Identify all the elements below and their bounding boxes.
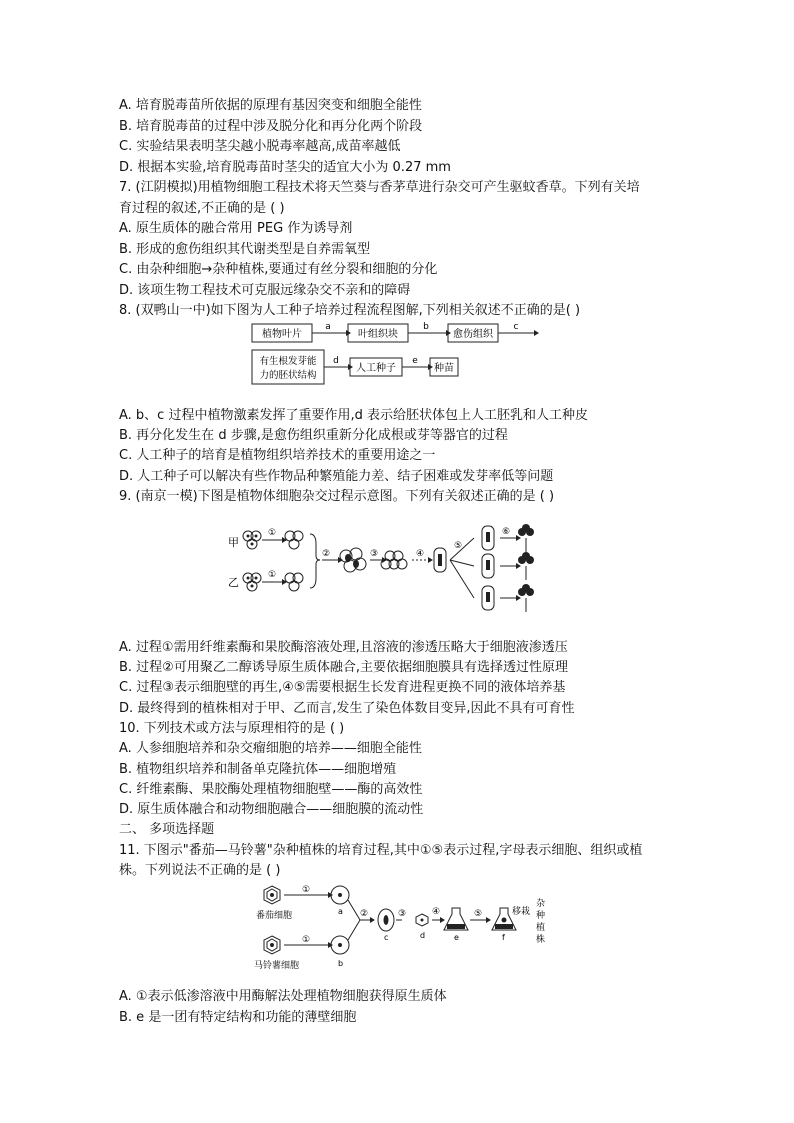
- q7-option-b: B. 形成的愈伤组织其代谢类型是自养需氧型: [119, 242, 371, 257]
- q6-option-b: B. 培育脱毒苗的过程中涉及脱分化和再分化两个阶段: [119, 119, 423, 134]
- q6-option-c: C. 实验结果表明茎尖越小脱毒率越高,成苗率越低: [119, 139, 401, 154]
- q7-option-a: A. 原生质体的融合常用 PEG 作为诱导剂: [119, 221, 353, 236]
- q11-label-hybrid-2: 种: [536, 911, 546, 921]
- q7-stem-line1: 7. (江阴模拟)用植物细胞工程技术将天竺葵与香茅草进行杂交可产生驱蚊香草。下列有关培: [119, 180, 640, 195]
- q9-step-6: ⑥: [502, 527, 511, 537]
- q11-label-f: f: [502, 933, 505, 942]
- q8-option-b: B. 再分化发生在 d 步骤,是愈伤组织重新分化成根或芽等器官的过程: [119, 428, 508, 443]
- q10-option-c: C. 纤维素酶、果胶酶处理植物细胞壁——酶的高效性: [119, 782, 423, 797]
- q8-option-d: D. 人工种子可以解决有些作物品种繁殖能力差、结子困难或发芽率低等问题: [119, 469, 554, 484]
- q11-option-a: A. ①表示低渗溶液中用酶解法处理植物细胞获得原生质体: [119, 989, 447, 1004]
- q8-flowchart: [248, 318, 548, 388]
- q8-box-callus: 愈伤组织: [453, 329, 493, 340]
- q8-box-artificial-seed: 人工种子: [356, 363, 396, 374]
- q11-step-1b: ①: [302, 935, 311, 945]
- q11-stem-line2: 株。下列说法不正确的是 ( ): [119, 863, 281, 878]
- q9-step-2: ②: [322, 549, 331, 559]
- q9-option-b: B. 过程②可用聚乙二醇诱导原生质体融合,主要依据细胞膜具有选择透过性原理: [119, 660, 568, 675]
- q11-step-1a: ①: [302, 885, 311, 895]
- q9-step-4: ④: [416, 549, 425, 559]
- q8-label-c: c: [513, 322, 519, 332]
- q11-label-hybrid-4: 株: [536, 935, 546, 945]
- q9-step-1: ①: [268, 528, 277, 538]
- q9-stem: 9. (南京一模)下图是植物体细胞杂交过程示意图。下列有关叙述正确的是 ( ): [119, 489, 555, 504]
- q8-box-leaf: 植物叶片: [262, 329, 302, 340]
- q11-step-2: ②: [360, 909, 369, 919]
- q8-label-a: a: [325, 322, 331, 332]
- q11-step-5: ⑤: [474, 909, 483, 919]
- q9-label-jia: 甲: [228, 536, 239, 549]
- q11-label-hybrid-3: 植: [536, 923, 546, 933]
- q6-option-a: A. 培育脱毒苗所依据的原理有基因突变和细胞全能性: [119, 98, 422, 113]
- q10-option-d: D. 原生质体融合和动物细胞融合——细胞膜的流动性: [119, 802, 424, 817]
- q11-label-b: b: [338, 959, 344, 968]
- q8-box-embryoid-line2: 力的胚状结构: [259, 370, 317, 381]
- q9-option-d: D. 最终得到的植株相对于甲、乙而言,发生了染色体数目变异,因此不具有可育性: [119, 701, 575, 716]
- q11-step-4: ④: [432, 907, 441, 917]
- q11-label-tomato-cell: 番茄细胞: [256, 911, 293, 921]
- q10-option-b: B. 植物组织培养和制备单克隆抗体——细胞增殖: [119, 762, 397, 777]
- q11-hybrid-diagram: [252, 880, 552, 972]
- q8-label-b: b: [423, 322, 429, 332]
- q11-label-e: e: [454, 933, 459, 942]
- q9-option-a: A. 过程①需用纤维素酶和果胶酶溶液处理,且溶液的渗透压略大于细胞液渗透压: [119, 640, 568, 655]
- q11-label-potato-cell: 马铃薯细胞: [254, 961, 300, 971]
- q11-label-a: a: [338, 907, 343, 916]
- q8-box-embryoid-line1: 有生根发芽能: [259, 356, 317, 367]
- q9-label-yi: 乙: [228, 576, 239, 589]
- q11-stem-line1: 11. 下图示"番茄—马铃薯"杂种植株的培育过程,其中①⑤表示过程,字母表示细胞、组织或植: [119, 843, 643, 858]
- q9-step-3: ③: [370, 549, 379, 559]
- q9-step-5: ⑤: [454, 541, 463, 551]
- q11-label-d: d: [420, 931, 426, 940]
- q8-stem: 8. (双鸭山一中)如下图为人工种子培养过程流程图解,下列相关叙述不正确的是( ): [119, 303, 581, 318]
- q7-option-c: C. 由杂种细胞→杂种植株,要通过有丝分裂和细胞的分化: [119, 262, 438, 277]
- q11-option-b: B. e 是一团有特定结构和功能的薄壁细胞: [119, 1010, 357, 1025]
- q7-option-d: D. 该项生物工程技术可克服远缘杂交不亲和的障碍: [119, 283, 411, 298]
- q8-option-c: C. 人工种子的培育是植物组织培养技术的重要用途之一: [119, 448, 436, 463]
- q6-option-d: D. 根据本实验,培育脱毒苗时茎尖的适宜大小为 0.27 mm: [119, 160, 451, 175]
- q11-label-hybrid-1: 杂: [536, 899, 546, 909]
- q9-fusion-diagram: [222, 520, 557, 620]
- q11-label-transplant: 移栽: [512, 907, 531, 917]
- q8-option-a: A. b、c 过程中植物激素发挥了重要作用,d 表示给胚状体包上人工胚乳和人工种皮: [119, 408, 588, 423]
- q8-box-tissue: 叶组织块: [358, 329, 398, 340]
- q9-option-c: C. 过程③表示细胞壁的再生,④⑤需要根据生长发育进程更换不同的液体培养基: [119, 680, 566, 695]
- q11-label-c: c: [384, 933, 389, 942]
- q8-label-d: d: [333, 356, 339, 366]
- q9-step-1b: ①: [268, 570, 277, 580]
- q8-label-e: e: [412, 356, 418, 366]
- q10-option-a: A. 人参细胞培养和杂交瘤细胞的培养——细胞全能性: [119, 741, 422, 756]
- q8-box-seedling: 种苗: [434, 363, 454, 374]
- q11-step-3: ③: [398, 909, 407, 919]
- q7-stem-line2: 育过程的叙述,不正确的是 ( ): [119, 201, 285, 216]
- q10-stem: 10. 下列技术或方法与原理相符的是 ( ): [119, 721, 345, 736]
- section-heading: 二、 多项选择题: [119, 822, 215, 837]
